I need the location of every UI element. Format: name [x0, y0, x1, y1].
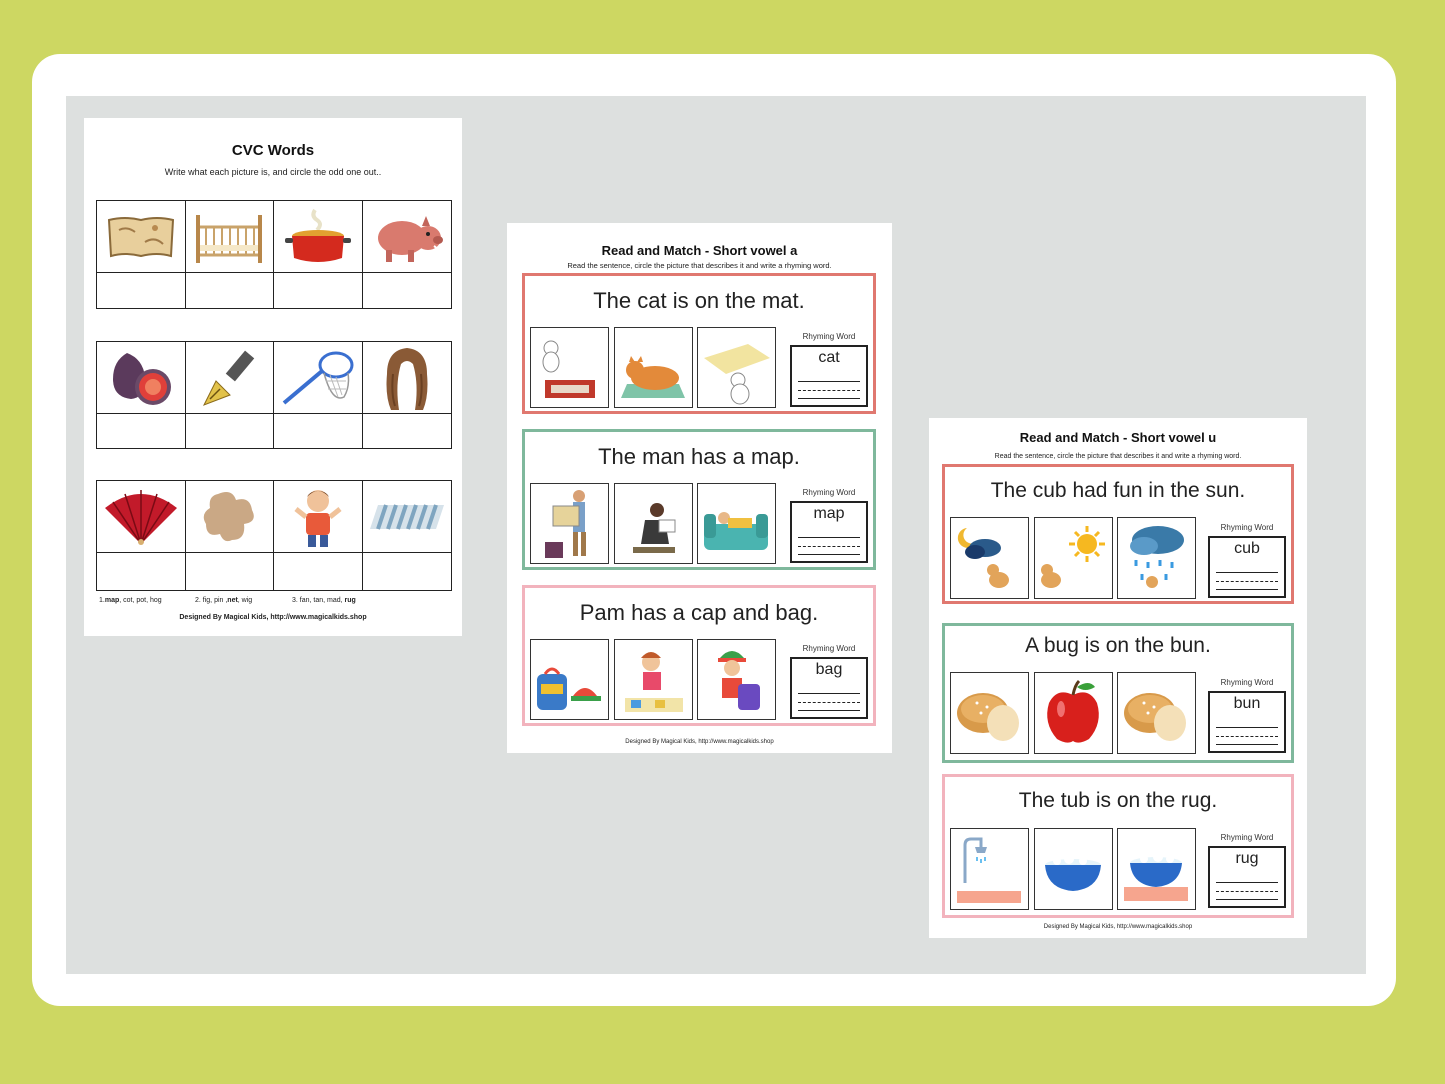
- cub-in-sun-icon[interactable]: [1034, 517, 1113, 599]
- sentence-text: The man has a map.: [598, 444, 800, 469]
- stain-icon: [186, 481, 275, 553]
- answer-cell[interactable]: [97, 553, 186, 590]
- rhyming-label: Rhyming Word: [802, 332, 856, 341]
- map-icon: [97, 201, 186, 273]
- rhyming-box[interactable]: [1208, 691, 1286, 753]
- sentence-card-2: [942, 623, 1294, 763]
- sentence-card-2: [522, 429, 876, 570]
- girl-with-cap-bag-icon[interactable]: [697, 639, 776, 720]
- rhyming-box[interactable]: [1208, 536, 1286, 598]
- writing-line: [798, 537, 860, 538]
- fig-icon: [97, 342, 186, 414]
- page-title: Read and Match - Short vowel a: [601, 243, 798, 258]
- dashed-line: [1216, 736, 1278, 737]
- page-footer: Designed By Magical Kids, http://www.magicalkids.shop: [179, 614, 367, 621]
- cat-on-mat-icon[interactable]: [614, 327, 693, 408]
- answer-cell[interactable]: [186, 553, 275, 590]
- rhyming-word: cat: [818, 349, 840, 366]
- bun-icon[interactable]: [950, 672, 1029, 754]
- rhyming-label: Rhyming Word: [1220, 523, 1274, 532]
- net-icon: [274, 342, 363, 414]
- vowel-a-worksheet: [507, 223, 892, 753]
- dashed-line: [798, 702, 860, 703]
- mad-boy-icon: [274, 481, 363, 553]
- answer-cell[interactable]: [274, 553, 363, 590]
- tub-on-rug-icon[interactable]: [1117, 828, 1196, 910]
- cub-at-night-icon[interactable]: [950, 517, 1029, 599]
- sentence-card-3: [942, 774, 1294, 918]
- wig-icon: [363, 342, 452, 414]
- rhyming-word: cub: [1234, 540, 1260, 557]
- page-subtitle: Read the sentence, circle the picture that describes it and write a rhyming word.: [994, 453, 1242, 460]
- page-subtitle: Read the sentence, circle the picture that describes it and write a rhyming word.: [567, 261, 832, 270]
- dashed-line: [1216, 581, 1278, 582]
- rhyming-word: bun: [1233, 695, 1261, 712]
- cvc-grid-1: [96, 200, 452, 309]
- answer-cell[interactable]: [363, 273, 452, 308]
- dashed-line: [1216, 891, 1278, 892]
- rhyming-box[interactable]: [790, 657, 868, 719]
- boy-on-sofa-icon[interactable]: [697, 483, 776, 564]
- cvc-grid-3: [96, 480, 452, 591]
- rhyming-word: bag: [815, 661, 843, 678]
- bag-and-cap-icon[interactable]: [530, 639, 609, 720]
- sentence-card-1: [522, 273, 876, 414]
- shower-icon[interactable]: [950, 828, 1029, 910]
- answer-cell[interactable]: [274, 273, 363, 308]
- sentence-text: The cat is on the mat.: [593, 288, 805, 313]
- cat-by-mat-icon[interactable]: [530, 327, 609, 408]
- pen-nib-icon: [186, 342, 275, 414]
- rhyming-label: Rhyming Word: [802, 644, 856, 653]
- sentence-text: Pam has a cap and bag.: [579, 600, 819, 625]
- writing-line: [1216, 589, 1278, 590]
- writing-line: [1216, 572, 1278, 573]
- writing-line: [1216, 882, 1278, 883]
- cub-in-rain-icon[interactable]: [1117, 517, 1196, 599]
- rhyming-box[interactable]: [790, 501, 868, 563]
- hog-icon: [363, 201, 452, 273]
- dashed-line: [798, 546, 860, 547]
- rug-icon: [363, 481, 452, 553]
- crib-icon: [186, 201, 275, 273]
- answer-cell[interactable]: [274, 414, 363, 448]
- answer-cell[interactable]: [363, 414, 452, 448]
- cvc-worksheet: [84, 118, 462, 636]
- sentence-text: The cub had fun in the sun.: [990, 479, 1246, 502]
- writing-line: [798, 554, 860, 555]
- cat-under-rug-icon[interactable]: [697, 327, 776, 408]
- cvc-grid-2: [96, 341, 452, 449]
- writing-line: [798, 381, 860, 382]
- rhyming-label: Rhyming Word: [802, 488, 856, 497]
- answer-key-1: 1.map, cot, pot, hog: [99, 597, 162, 604]
- rhyming-label: Rhyming Word: [1220, 678, 1274, 687]
- rhyming-box[interactable]: [790, 345, 868, 407]
- fan-icon: [97, 481, 186, 553]
- apple-icon[interactable]: [1034, 672, 1113, 754]
- page-subtitle: Write what each picture is, and circle the odd one out..: [164, 167, 382, 177]
- man-with-map-icon[interactable]: [530, 483, 609, 564]
- answer-cell[interactable]: [97, 414, 186, 448]
- rhyming-label: Rhyming Word: [1220, 833, 1274, 842]
- vowel-u-worksheet: [929, 418, 1307, 938]
- writing-line: [798, 693, 860, 694]
- rhyming-word: rug: [1235, 850, 1259, 867]
- sentence-text: A bug is on the bun.: [1025, 634, 1211, 657]
- sentence-text: The tub is on the rug.: [1018, 789, 1218, 812]
- bun-icon-2[interactable]: [1117, 672, 1196, 754]
- rhyming-box[interactable]: [1208, 846, 1286, 908]
- answer-cell[interactable]: [363, 553, 452, 590]
- rhyming-word: map: [813, 505, 845, 522]
- sentence-card-3: [522, 585, 876, 726]
- answer-cell[interactable]: [186, 414, 275, 448]
- page-title: CVC Words: [231, 142, 315, 159]
- dashed-line: [798, 390, 860, 391]
- answer-cell[interactable]: [97, 273, 186, 308]
- writing-line: [798, 398, 860, 399]
- writing-line: [1216, 727, 1278, 728]
- page-footer: Designed By Magical Kids, http://www.magicalkids.shop: [1043, 924, 1193, 930]
- pot-icon: [274, 201, 363, 273]
- writing-line: [1216, 744, 1278, 745]
- page-footer: Designed By Magical Kids, http://www.magicalkids.shop: [625, 739, 774, 745]
- writing-line: [798, 710, 860, 711]
- sentence-card-1: [942, 464, 1294, 604]
- girl-playing-icon[interactable]: [614, 639, 693, 720]
- man-reading-icon[interactable]: [614, 483, 693, 564]
- writing-line: [1216, 899, 1278, 900]
- answer-cell[interactable]: [186, 273, 275, 308]
- page-title: Read and Match - Short vowel u: [1019, 430, 1217, 445]
- answer-key-2: 2. fig, pin ,net, wig: [195, 597, 253, 604]
- tub-icon[interactable]: [1034, 828, 1113, 910]
- answer-key-3: 3. fan, tan, mad, rug: [292, 597, 356, 604]
